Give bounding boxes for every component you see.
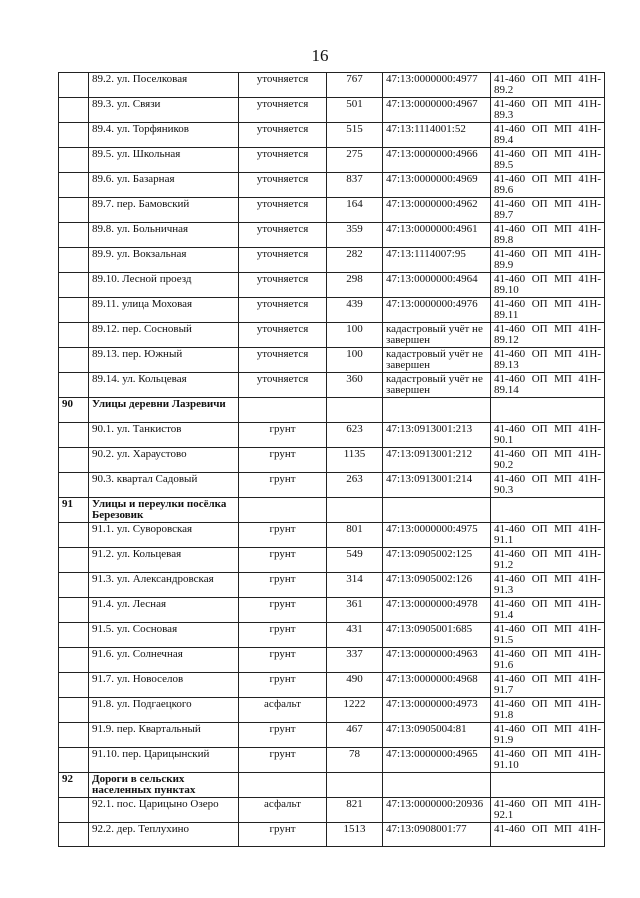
- table-row: [59, 173, 605, 198]
- road-identifier-line2: 89.12: [494, 334, 519, 346]
- road-identifier-line2: 91.9: [494, 733, 514, 746]
- road-identifier: [491, 223, 605, 248]
- road-identifier-line2: 89.7: [494, 209, 514, 221]
- road-length: 431: [327, 622, 383, 647]
- table-row: [59, 647, 605, 672]
- road-identifier-line1: 41-460 ОП МП 41Н-: [494, 198, 601, 210]
- road-coverage: грунт: [239, 547, 327, 572]
- road-coverage: уточняется: [239, 98, 327, 123]
- road-name: Улицы деревни Лазревичи: [89, 398, 239, 423]
- road-identifier: [491, 522, 605, 547]
- road-identifier-line2: 90.3: [494, 483, 514, 496]
- road-coverage: уточняется: [239, 173, 327, 198]
- road-identifier-line1: 41-460 ОП МП 41Н-: [494, 248, 601, 260]
- cadastral-number: 47:13:0000000:20936: [383, 797, 491, 822]
- road-identifier-line2: 91.4: [494, 608, 514, 621]
- road-identifier-line2: 89.2: [494, 84, 514, 96]
- cadastral-number: 47:13:0905004:81: [383, 722, 491, 747]
- row-number: [59, 472, 89, 497]
- row-number: [59, 597, 89, 622]
- road-identifier: [491, 148, 605, 173]
- cadastral-number: 47:13:1114007:95: [383, 248, 491, 273]
- road-coverage: [239, 398, 327, 423]
- road-coverage: грунт: [239, 597, 327, 622]
- road-coverage: [239, 772, 327, 797]
- road-length: 78: [327, 747, 383, 772]
- road-coverage: уточняется: [239, 348, 327, 373]
- road-identifier: [491, 722, 605, 747]
- road-identifier: [491, 697, 605, 722]
- table-row: [59, 672, 605, 697]
- road-length: 164: [327, 198, 383, 223]
- road-coverage: уточняется: [239, 273, 327, 298]
- row-number: [59, 697, 89, 722]
- road-identifier: [491, 73, 605, 98]
- table-row: [59, 447, 605, 472]
- road-identifier-line1: 41-460 ОП МП 41Н-: [494, 223, 601, 235]
- road-identifier: [491, 398, 605, 423]
- row-number: [59, 248, 89, 273]
- road-length: 1135: [327, 447, 383, 472]
- road-identifier-line1: 41-460 ОП МП 41Н-: [494, 148, 601, 160]
- road-length: 282: [327, 248, 383, 273]
- cadastral-number: 47:13:0000000:4965: [383, 747, 491, 772]
- row-number: [59, 672, 89, 697]
- road-name: 89.9. ул. Вокзальная: [89, 248, 239, 273]
- road-coverage: асфальт: [239, 797, 327, 822]
- cadastral-number: 47:13:0000000:4967: [383, 98, 491, 123]
- row-number: [59, 422, 89, 447]
- road-length: 298: [327, 273, 383, 298]
- road-length: 100: [327, 348, 383, 373]
- table-row: [59, 223, 605, 248]
- road-name: 91.4. ул. Лесная: [89, 597, 239, 622]
- group-row: [59, 772, 605, 797]
- row-number: [59, 822, 89, 847]
- table-row: [59, 622, 605, 647]
- table-row: [59, 822, 605, 847]
- cadastral-number: 47:13:0000000:4963: [383, 647, 491, 672]
- road-name: 89.8. ул. Больничная: [89, 223, 239, 248]
- road-length: 314: [327, 572, 383, 597]
- road-identifier-line1: 41-460 ОП МП 41Н-: [494, 472, 601, 485]
- road-length: 623: [327, 422, 383, 447]
- road-identifier-line1: 41-460 ОП МП 41Н-: [494, 572, 601, 585]
- road-identifier-line1: 41-460 ОП МП 41Н-: [494, 447, 601, 460]
- road-name: 89.10. Лесной проезд: [89, 273, 239, 298]
- road-identifier-line2: 91.8: [494, 708, 514, 721]
- road-name: 89.2. ул. Поселковая: [89, 73, 239, 98]
- table-row: [59, 547, 605, 572]
- road-identifier-line2: 92.1: [494, 808, 514, 821]
- road-name: 89.3. ул. Связи: [89, 98, 239, 123]
- road-coverage: [239, 497, 327, 522]
- table-row: [59, 597, 605, 622]
- row-number: [59, 173, 89, 198]
- table-row: [59, 722, 605, 747]
- road-coverage: уточняется: [239, 123, 327, 148]
- road-name: 89.7. пер. Бамовский: [89, 198, 239, 223]
- road-name: 89.13. пер. Южный: [89, 348, 239, 373]
- road-length: 515: [327, 123, 383, 148]
- table-row: [59, 73, 605, 98]
- road-length: 359: [327, 223, 383, 248]
- cadastral-number: 47:13:0000000:4976: [383, 298, 491, 323]
- road-length: 467: [327, 722, 383, 747]
- table-row: [59, 98, 605, 123]
- road-identifier-line2: 89.3: [494, 109, 514, 121]
- road-identifier-line1: 41-460 ОП МП 41Н-: [494, 797, 601, 810]
- road-identifier-line2: 91.2: [494, 558, 514, 571]
- road-identifier-line1: 41-460 ОП МП 41Н-: [494, 597, 601, 610]
- road-identifier: [491, 373, 605, 398]
- cadastral-number: кадастровый учёт не завершен: [383, 348, 491, 373]
- table-row: [59, 348, 605, 373]
- road-length: 439: [327, 298, 383, 323]
- road-name: 91.1. ул. Суворовская: [89, 522, 239, 547]
- road-length: 361: [327, 597, 383, 622]
- row-number: [59, 722, 89, 747]
- road-identifier-line1: 41-460 ОП МП 41Н-: [494, 547, 601, 560]
- road-identifier-line2: 89.11: [494, 309, 519, 321]
- row-number: [59, 647, 89, 672]
- cadastral-number: 47:13:0913001:213: [383, 422, 491, 447]
- road-length: 821: [327, 797, 383, 822]
- road-identifier-line2: 89.6: [494, 184, 514, 196]
- road-identifier-line2: 89.5: [494, 159, 514, 171]
- road-coverage: грунт: [239, 672, 327, 697]
- road-identifier-line1: 41-460 ОП МП 41Н-: [494, 348, 601, 360]
- table-row: [59, 148, 605, 173]
- row-number: 92: [59, 772, 89, 797]
- road-name: 90.2. ул. Хараустово: [89, 447, 239, 472]
- road-name: 91.9. пер. Квартальный: [89, 722, 239, 747]
- road-name: Улицы и переулки посёлка Березовик: [89, 497, 239, 522]
- road-identifier-line1: 41-460 ОП МП 41Н-: [494, 298, 601, 310]
- row-number: [59, 447, 89, 472]
- table-row: [59, 298, 605, 323]
- road-name: 92.1. пос. Царицыно Озеро: [89, 797, 239, 822]
- row-number: [59, 522, 89, 547]
- road-coverage: грунт: [239, 522, 327, 547]
- road-identifier-line1: 41-460 ОП МП 41Н-: [494, 622, 601, 635]
- row-number: 90: [59, 398, 89, 423]
- row-number: [59, 98, 89, 123]
- road-identifier: [491, 622, 605, 647]
- row-number: [59, 747, 89, 772]
- road-length: 501: [327, 98, 383, 123]
- road-identifier: [491, 572, 605, 597]
- table-row: [59, 323, 605, 348]
- road-length: 100: [327, 323, 383, 348]
- road-coverage: грунт: [239, 647, 327, 672]
- road-identifier-line2: 89.4: [494, 134, 514, 146]
- road-identifier-line2: 91.10: [494, 758, 519, 771]
- road-name: 90.1. ул. Танкистов: [89, 422, 239, 447]
- road-length: 490: [327, 672, 383, 697]
- road-identifier: [491, 198, 605, 223]
- group-row: [59, 497, 605, 522]
- road-identifier-line1: 41-460 ОП МП 41Н-: [494, 98, 601, 110]
- road-coverage: уточняется: [239, 198, 327, 223]
- road-identifier: [491, 672, 605, 697]
- road-identifier-line1: 41-460 ОП МП 41Н-: [494, 123, 601, 135]
- road-coverage: уточняется: [239, 248, 327, 273]
- row-number: [59, 547, 89, 572]
- table-row: [59, 697, 605, 722]
- road-coverage: уточняется: [239, 323, 327, 348]
- road-length: [327, 497, 383, 522]
- road-coverage: грунт: [239, 422, 327, 447]
- cadastral-number: 47:13:0908001:77: [383, 822, 491, 847]
- road-identifier-line2: 90.2: [494, 458, 514, 471]
- table-row: [59, 198, 605, 223]
- road-identifier: [491, 747, 605, 772]
- row-number: 91: [59, 497, 89, 522]
- road-length: 549: [327, 547, 383, 572]
- row-number: [59, 73, 89, 98]
- road-identifier: [491, 273, 605, 298]
- road-name: 89.6. ул. Базарная: [89, 173, 239, 198]
- road-identifier: [491, 772, 605, 797]
- road-length: 1222: [327, 697, 383, 722]
- road-name: 89.12. пер. Сосновый: [89, 323, 239, 348]
- road-identifier: [491, 323, 605, 348]
- road-identifier-line2: 89.9: [494, 259, 514, 271]
- roads-table: [58, 72, 605, 847]
- cadastral-number: [383, 772, 491, 797]
- road-identifier-line1: 41-460 ОП МП 41Н-: [494, 273, 601, 285]
- road-name: 91.10. пер. Царицынский: [89, 747, 239, 772]
- road-name: 91.6. ул. Солнечная: [89, 647, 239, 672]
- road-coverage: грунт: [239, 822, 327, 847]
- road-name: 91.2. ул. Кольцевая: [89, 547, 239, 572]
- road-name: 91.7. ул. Новоселов: [89, 672, 239, 697]
- cadastral-number: 47:13:0000000:4969: [383, 173, 491, 198]
- road-length: 801: [327, 522, 383, 547]
- road-identifier-line2: 91.3: [494, 583, 514, 596]
- road-coverage: асфальт: [239, 697, 327, 722]
- road-name: 91.8. ул. Подгаецкого: [89, 697, 239, 722]
- road-identifier: [491, 173, 605, 198]
- table-row: [59, 572, 605, 597]
- group-row: [59, 398, 605, 423]
- road-length: 275: [327, 148, 383, 173]
- cadastral-number: 47:13:0000000:4968: [383, 672, 491, 697]
- cadastral-number: 47:13:0000000:4961: [383, 223, 491, 248]
- road-identifier-line2: 89.13: [494, 359, 519, 371]
- cadastral-number: 47:13:1114001:52: [383, 123, 491, 148]
- road-identifier: [491, 797, 605, 822]
- road-length: 767: [327, 73, 383, 98]
- table-row: [59, 422, 605, 447]
- road-name: 91.5. ул. Сосновая: [89, 622, 239, 647]
- road-coverage: уточняется: [239, 148, 327, 173]
- road-identifier-line2: 89.10: [494, 284, 519, 296]
- cadastral-number: 47:13:0000000:4962: [383, 198, 491, 223]
- table-row: [59, 123, 605, 148]
- table-row: [59, 248, 605, 273]
- table-row: [59, 373, 605, 398]
- road-identifier-line1: 41-460 ОП МП 41Н-: [494, 747, 601, 760]
- road-identifier-line1: 41-460 ОП МП 41Н-: [494, 73, 601, 85]
- road-coverage: уточняется: [239, 223, 327, 248]
- cadastral-number: кадастровый учёт не завершен: [383, 323, 491, 348]
- table-body: [59, 73, 605, 847]
- road-identifier-line2: 91.6: [494, 658, 514, 671]
- road-coverage: грунт: [239, 447, 327, 472]
- road-identifier-line1: 41-460 ОП МП 41Н-: [494, 722, 601, 735]
- cadastral-number: 47:13:0905001:685: [383, 622, 491, 647]
- road-name: 89.14. ул. Кольцевая: [89, 373, 239, 398]
- road-identifier: [491, 348, 605, 373]
- row-number: [59, 373, 89, 398]
- row-number: [59, 348, 89, 373]
- road-identifier-line2: 91.1: [494, 533, 514, 546]
- road-identifier-line1: 41-460 ОП МП 41Н-: [494, 373, 601, 385]
- road-length: 360: [327, 373, 383, 398]
- road-identifier: [491, 422, 605, 447]
- road-identifier: [491, 472, 605, 497]
- road-identifier-line2: 89.8: [494, 234, 514, 246]
- road-identifier-line2: 91.5: [494, 633, 514, 646]
- row-number: [59, 323, 89, 348]
- road-name: Дороги в сельских населенных пунктах: [89, 772, 239, 797]
- row-number: [59, 123, 89, 148]
- road-identifier-line1: 41-460 ОП МП 41Н-: [494, 697, 601, 710]
- table-row: [59, 522, 605, 547]
- road-identifier: [491, 248, 605, 273]
- road-coverage: уточняется: [239, 373, 327, 398]
- row-number: [59, 223, 89, 248]
- road-identifier-line1: 41-460 ОП МП 41Н-: [494, 422, 601, 435]
- road-identifier-line1: 41-460 ОП МП 41Н-: [494, 323, 601, 335]
- cadastral-number: 47:13:0905002:126: [383, 572, 491, 597]
- road-identifier-line1: 41-460 ОП МП 41Н-: [494, 522, 601, 535]
- road-identifier-line1: 41-460 ОП МП 41Н-: [494, 173, 601, 185]
- cadastral-number: 47:13:0913001:214: [383, 472, 491, 497]
- cadastral-number: 47:13:0000000:4966: [383, 148, 491, 173]
- road-identifier-line2: 89.14: [494, 384, 519, 396]
- road-identifier-line1: 41-460 ОП МП 41Н-: [494, 822, 601, 835]
- road-name: 92.2. дер. Теплухино: [89, 822, 239, 847]
- road-length: 837: [327, 173, 383, 198]
- road-coverage: грунт: [239, 722, 327, 747]
- table-row: [59, 797, 605, 822]
- cadastral-number: [383, 497, 491, 522]
- cadastral-number: кадастровый учёт не завершен: [383, 373, 491, 398]
- cadastral-number: 47:13:0000000:4978: [383, 597, 491, 622]
- road-identifier: [491, 98, 605, 123]
- road-coverage: грунт: [239, 572, 327, 597]
- road-identifier: [491, 597, 605, 622]
- road-name: 89.5. ул. Школьная: [89, 148, 239, 173]
- cadastral-number: 47:13:0000000:4964: [383, 273, 491, 298]
- road-identifier-line1: 41-460 ОП МП 41Н-: [494, 647, 601, 660]
- cadastral-number: 47:13:0000000:4977: [383, 73, 491, 98]
- road-coverage: уточняется: [239, 73, 327, 98]
- road-identifier-line1: 41-460 ОП МП 41Н-: [494, 672, 601, 685]
- cadastral-number: 47:13:0905002:125: [383, 547, 491, 572]
- road-name: 90.3. квартал Садовый: [89, 472, 239, 497]
- road-name: 89.4. ул. Торфяников: [89, 123, 239, 148]
- road-coverage: грунт: [239, 622, 327, 647]
- road-identifier: [491, 497, 605, 522]
- page-number: 16: [311, 46, 329, 65]
- table-row: [59, 472, 605, 497]
- road-identifier: [491, 547, 605, 572]
- road-identifier-line2: 90.1: [494, 433, 514, 446]
- road-identifier: [491, 447, 605, 472]
- road-identifier: [491, 123, 605, 148]
- road-length: 1513: [327, 822, 383, 847]
- road-identifier-line2: 91.7: [494, 683, 514, 696]
- row-number: [59, 572, 89, 597]
- row-number: [59, 273, 89, 298]
- cadastral-number: 47:13:0913001:212: [383, 447, 491, 472]
- row-number: [59, 622, 89, 647]
- road-length: [327, 398, 383, 423]
- road-identifier: [491, 647, 605, 672]
- cadastral-number: [383, 398, 491, 423]
- road-length: 337: [327, 647, 383, 672]
- road-name: 89.11. улица Моховая: [89, 298, 239, 323]
- row-number: [59, 198, 89, 223]
- row-number: [59, 298, 89, 323]
- table-row: [59, 273, 605, 298]
- cadastral-number: 47:13:0000000:4973: [383, 697, 491, 722]
- road-coverage: уточняется: [239, 298, 327, 323]
- row-number: [59, 148, 89, 173]
- table-row: [59, 747, 605, 772]
- road-identifier: [491, 298, 605, 323]
- row-number: [59, 797, 89, 822]
- cadastral-number: 47:13:0000000:4975: [383, 522, 491, 547]
- road-coverage: грунт: [239, 747, 327, 772]
- road-length: [327, 772, 383, 797]
- road-identifier: [491, 822, 605, 847]
- road-coverage: грунт: [239, 472, 327, 497]
- road-name: 91.3. ул. Александровская: [89, 572, 239, 597]
- road-length: 263: [327, 472, 383, 497]
